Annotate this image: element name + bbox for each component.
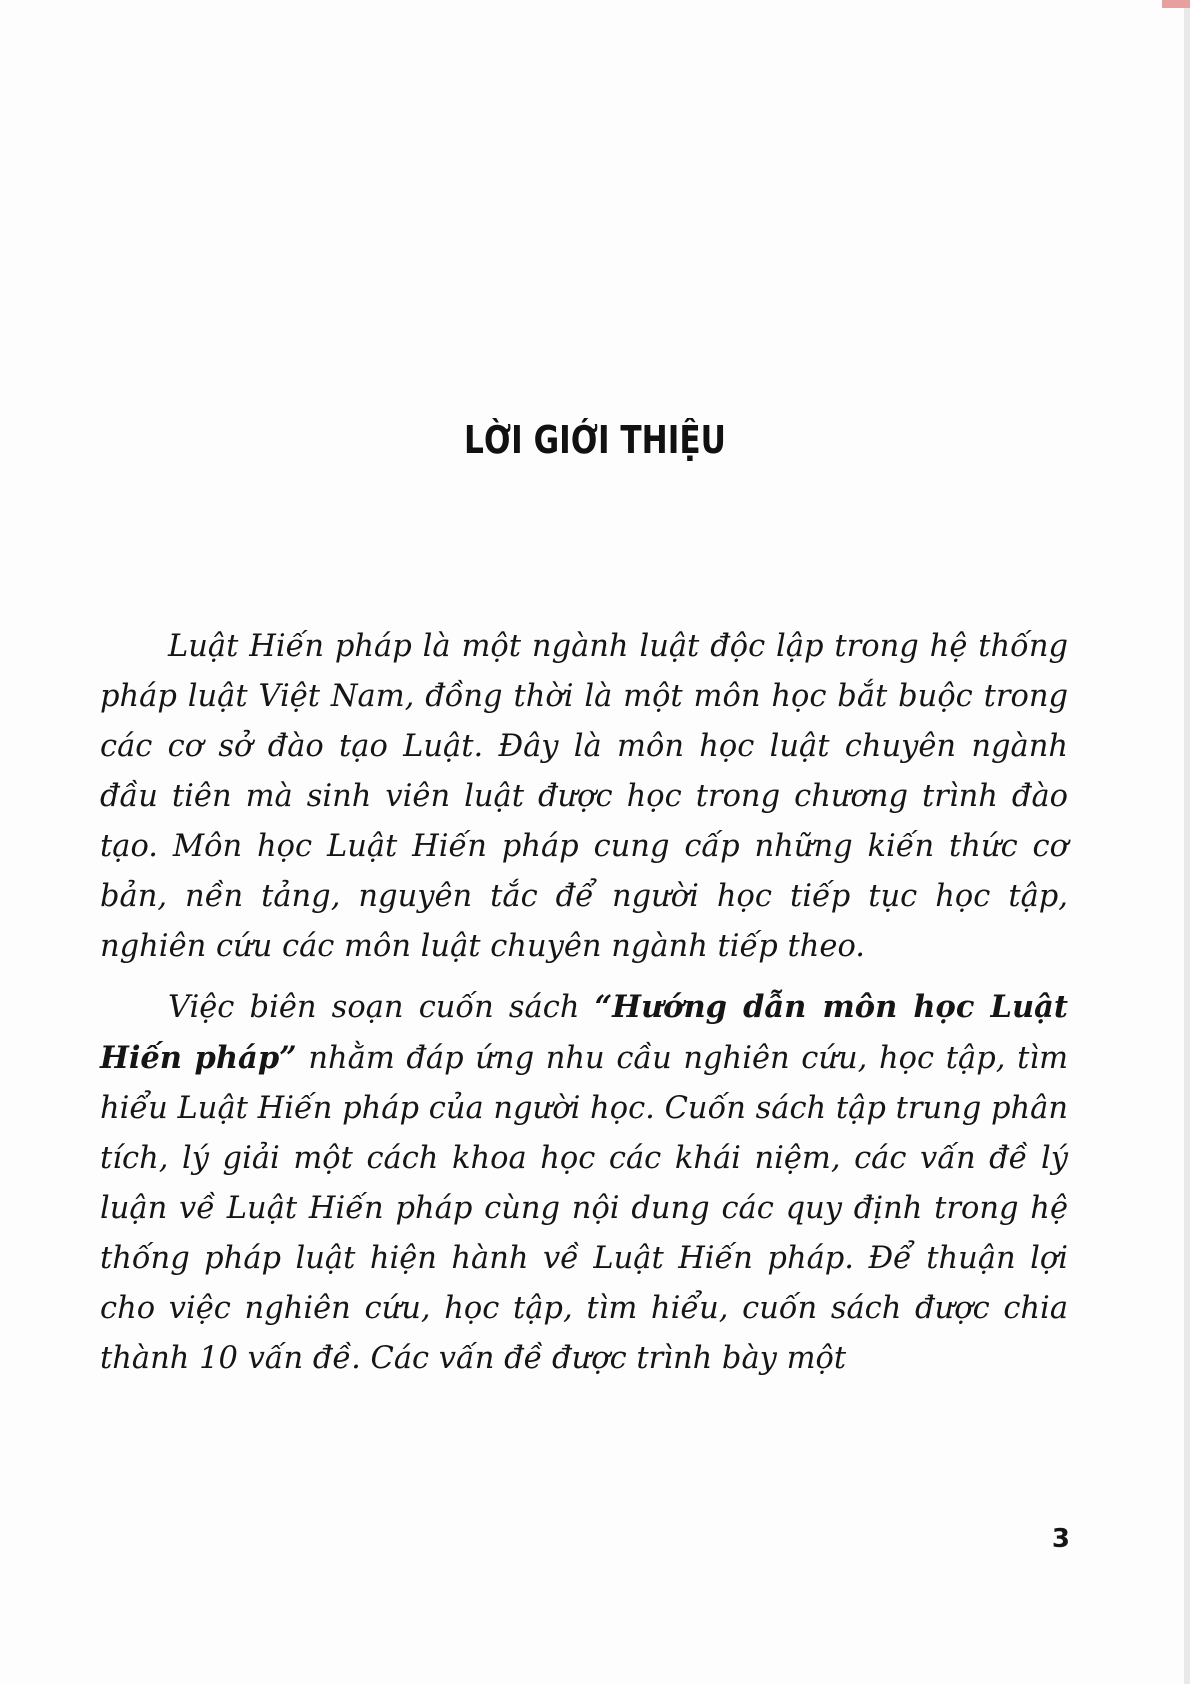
scan-edge — [1184, 0, 1190, 1684]
paragraph-1: Luật Hiến pháp là một ngành luật độc lập trong hệ thống pháp luật Việt Nam, đồng thời là một môn học bắt buộc trong các cơ sở đào tạo Luật. Đây là môn học luật chuyên ngành đầu tiên mà sinh viên luật được học trong chương trình đào tạo. Môn học Luật Hiến pháp cung cấp những kiến thức cơ bản, nền tảng, nguyên tắc để người học tiếp tục học tập, nghiên cứu các môn luật chuyên ngành tiếp theo. — [100, 629, 1068, 964]
paragraph-2-before: Việc biên soạn cuốn sách — [168, 990, 595, 1025]
book-title-emphasis: “Hướng dẫn môn học Luật Hiến pháp” — [100, 989, 1068, 1076]
body-text — [100, 622, 1068, 1394]
corner-mark — [1162, 0, 1190, 8]
paragraph-2-after: nhằm đáp ứng nhu cầu nghiên cứu, học tập, tìm hiểu Luật Hiến pháp của người học. Cuốn sách tập trung phân tích, lý giải một cách khoa học các khái niệm, các vấn đề lý luận về Luật Hiến pháp cùng nội dung các quy định trong hệ thống pháp luật hiện hành về Luật Hiến pháp. Để thuận lợi cho việc nghiên cứu, học tập, tìm hiểu, cuốn sách được chia thành 10 vấn đề. Các vấn đề được trình bày một — [100, 1041, 1068, 1376]
page-number: 3 — [1051, 1524, 1070, 1554]
paragraph-2 — [100, 982, 1068, 1384]
page-heading: LỜI GIỚI THIỆU — [464, 418, 726, 462]
